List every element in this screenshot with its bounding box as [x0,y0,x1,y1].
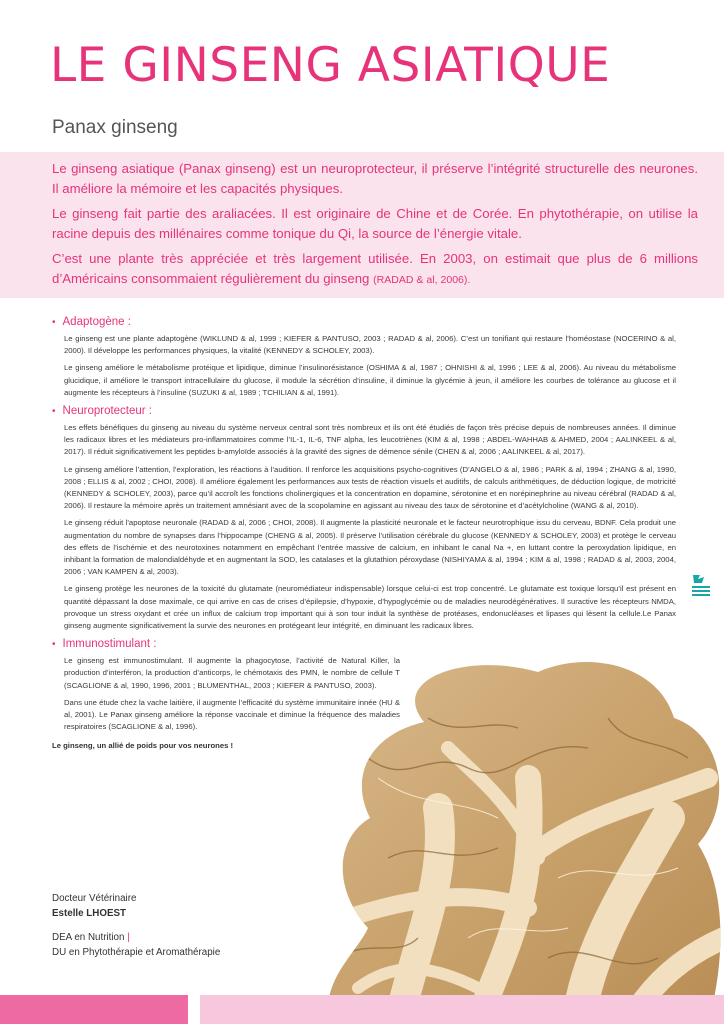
section-heading-label: Neuroprotecteur : [62,405,153,418]
article-body [52,316,676,750]
section-adaptogene [52,316,676,399]
bullet-icon: • [52,638,56,650]
intro-text: C’est une plante très appréciée et très largement utilisée. En 2003, on estimait que plus de 6 millions d’Américains consommaient régulièrement du ginseng [52,251,698,286]
intro-paragraph: Le ginseng fait partie des araliacées. Il est originaire de Chine et de Corée. En phytothérapie, on utilise la racine depuis des millénaires comme tonique du Qi, la source de l’énergie vitale. [52,206,698,241]
bullet-icon: • [52,316,56,328]
paragraph: Les effets bénéfiques du ginseng au niveau du système nerveux central sont très nombreux et ils ont été étudiés de façon très précise depuis de nombreuses années. Il diminue les radicaux libres et les médiateurs pro-inflammatoires comme l’IL-1, IL-6, TNF alpha, les leucotriènes (KIM & al, 1998 ; ABDEL-WAHHAB & AHMED, 2004 ; AALINKEEL & al, 2017). Il réduit significativement les peptides b-amyloïde associés à la gravité des signes de démence sénile (CHEN & al, 2006 ; AALINKEEL & al, 2017). [64,423,676,457]
author-block [52,891,220,960]
footer-band-left [0,995,188,1024]
intro-box [0,152,724,298]
intro-paragraph [52,249,698,290]
paragraph: Le ginseng améliore le métabolisme protéique et lipidique, diminue l’insulinorésistance (OSHIMA & al, 1987 ; OHNISHI & al, 1996 ; LEE & al, 2006). Au niveau du métabolisme glucidique, il améliore le transport intracellulaire du glucose, il module la sécrétion d’insuline, il diminue la glycémie à jeun, il améliore les courbes de tolérance au glucose et il augmente les récepteurs à l’insuline (SUZUKI & al, 1989 ; TCHILIAN & al, 1991). [64,363,676,397]
page-title: LE GINSENG ASIATIQUE [50,38,611,93]
section-immunostimulant [52,638,676,733]
author-degree: DEA en Nutrition [52,932,125,943]
author-diploma: DU en Phytothérapie et Aromathérapie [52,947,221,958]
bullet-icon: • [52,405,56,417]
section-heading [52,316,676,328]
author-degree-line [52,930,220,945]
section-neuroprotecteur [52,405,676,632]
separator: | [127,932,130,943]
publisher-logo-icon [690,573,712,603]
paragraph: Le ginseng améliore l’attention, l’exploration, les réactions à l’audition. Il renforce les acquisitions psycho-cognitives (D’ANGELO & al, 1986 ; PARK & al, 1994 ; ZHANG & al, 1990, 2008 ; ELLIS & al, 2002 ; CHOI, 2008). Il améliore également les performances aux tests de réaction visuels et auditifs, de calculs arithmétiques, de déduction logique, de motricité (KENNEDY & SCHOLEY, 2003), parce qu’il accroît les fonctions cholinergiques et la concentration en dopamine, sérotonine et en norépinephrine au niveau cérébral (RADAD & al, 2006). Il restaure la mémoire après un traitement amnésiant avec de la scopolamine en agissant au niveau des taux de sérotonine et d’acétylcholine (WANG & al, 2010). [64,464,676,511]
footer-band-right [200,995,724,1024]
author-name: Estelle LHOEST [52,908,127,919]
tagline: Le ginseng, un allié de poids pour vos neurones ! [52,741,234,751]
section-heading-label: Adaptogène : [62,316,131,328]
paragraph: Le ginseng protège les neurones de la toxicité du glutamate (neuromédiateur indispensable) lorsque celui-ci est trop concentré. Le glutamate est toxique lorsqu’il est présent en quantité dépassant la dose maximale, ce qui arrive en cas de crises d’épilepsie, d’hypoxie, d’hypoglycémie ou de maladies neurodégénératives. Il suractive les récepteurs NMDA, provoque un stress oxydant et crée un influx de calcium trop important qui à son tour induit la synthèse de protéases, endonucléases et lipases qui lèsent la cellule.Le Panax ginseng augmente significativement la survie des neurones en protégeant leur intégrité, en diminuant les radicaux libres. [64,584,676,631]
page-subtitle: Panax ginseng [52,117,178,138]
paragraph: Le ginseng est immunostimulant. Il augmente la phagocytose, l’activité de Natural Killer, la production d’interféron, la production d’anticorps, le chémotaxis des PMN, le nombre de cellule T (SCAGLIONE & al, 1990, 1996, 2001 ; BLUMENTHAL, 2003 ; KIEFER & PANTUSO, 2003). [64,656,400,690]
section-heading [52,638,676,650]
paragraph: Le ginseng réduit l’apoptose neuronale (RADAD & al, 2006 ; CHOI, 2008). Il augmente la plasticité neuronale et le facteur neurotrophique issu du cerveau, BDNF. Cela produit une augmentation du nombre de synapses dans l’hippocampe (CHENG & al, 2005). Il préserve l’utilisation cérébrale du glucose (KENNEDY & SCHOLEY, 2003) et protège le cerveau des effets de l’ischémie et des neurotoxines notamment en empêchant l’entrée massive de calcium, en inhibant le canal Na +, en luttant contre la peroxydation lipidique, en inhibant la formation de malondialdéhyde et en augmentant la SOD, les catalases et la glutathion péroxydase (NISHIYAMA & al, 1994 ; KIM & al, 1998 ; RADAD & al, 2003, 2004, 2006 ; VAN KAMPEN & al, 2003). [64,518,676,577]
section-heading-label: Immunostimulant : [62,638,157,651]
paragraph: Dans une étude chez la vache laitière, il augmente l’efficacité du système immunitaire innée (HU & al, 2001). Le Panax ginseng améliore la réponse vaccinale et diminue la fréquence des maladies respiratoires (SCAGLIONE & al, 1996). [64,697,400,732]
section-heading [52,405,676,417]
author-role: Docteur Vétérinaire [52,893,137,904]
paragraph: Le ginseng est une plante adaptogène (WIKLUND & al, 1999 ; KIEFER & PANTUSO, 2003 ; RADAD & al, 2006). C’est un tonifiant qui restaure l’homéostase (NOCERINO & al, 2000). Il développe les performances physiques, la vitalité (KENNEDY & SCHOLEY, 2003). [64,334,676,356]
intro-paragraph: Le ginseng asiatique (Panax ginseng) est un neuroprotecteur, il préserve l’intégrité structurelle des neurones. Il améliore la mémoire et les capacités physiques. [52,161,698,196]
intro-citation: (RADAD & al, 2006). [373,273,471,286]
